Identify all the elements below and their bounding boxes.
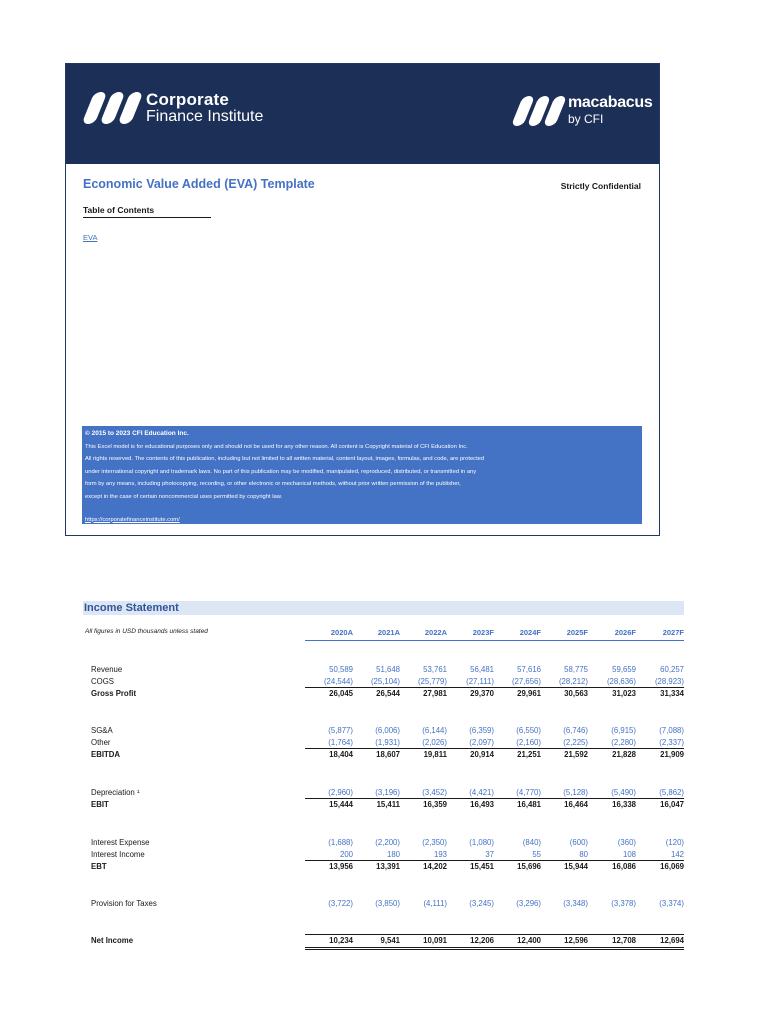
copyright-line: except in the case of certain noncommercial uses permitted by copyright law. (85, 493, 283, 500)
cell-int_inc-2022A: 193 (433, 850, 447, 859)
cell-int_exp-2021A: (2,200) (375, 838, 400, 847)
cell-net-2023F: 12,206 (470, 936, 494, 945)
macabacus-stripes-icon (512, 94, 564, 128)
cell-taxes-2027F: (3,374) (659, 899, 684, 908)
cell-gross-2021A: 26,544 (376, 689, 400, 698)
row-label-ebitda: EBITDA (91, 750, 121, 759)
cell-dep-2024F: (4,770) (516, 788, 541, 797)
cell-cogs-2027F: (28,923) (654, 677, 684, 686)
cell-net-2022A: 10,091 (423, 936, 447, 945)
cell-gross-2020A: 26,045 (329, 689, 353, 698)
cell-sga-2021A: (6,006) (375, 726, 400, 735)
cell-ebitda-2026F: 21,828 (612, 750, 636, 759)
row-label-other: Other (91, 738, 111, 747)
cell-gross-2023F: 29,370 (470, 689, 494, 698)
cell-net-2026F: 12,708 (612, 936, 636, 945)
cell-ebitda-2024F: 21,251 (517, 750, 541, 759)
cell-taxes-2021A: (3,850) (375, 899, 400, 908)
row-label-int_inc: Interest Income (91, 850, 145, 859)
cell-net-2027F: 12,694 (660, 936, 684, 945)
cell-ebit-2021A: 15,411 (376, 800, 400, 809)
copyright-box (82, 426, 642, 524)
row-label-int_exp: Interest Expense (91, 838, 150, 847)
cell-gross-2025F: 30,563 (564, 689, 588, 698)
cell-int_inc-2021A: 180 (386, 850, 400, 859)
cell-ebitda-2025F: 21,592 (564, 750, 588, 759)
cell-int_exp-2023F: (1,080) (469, 838, 494, 847)
year-header-2023F: 2023F (446, 628, 494, 641)
cell-taxes-2020A: (3,722) (328, 899, 353, 908)
cell-int_exp-2025F: (600) (569, 838, 588, 847)
year-header-2025F: 2025F (540, 628, 588, 641)
cell-ebit-2025F: 16,464 (564, 800, 588, 809)
cell-dep-2023F: (4,421) (469, 788, 494, 797)
confidential-label: Strictly Confidential (560, 181, 641, 191)
partner-line2: by CFI (568, 112, 604, 126)
copyright-line: All rights reserved. The contents of this publication, including but not limited to all written material, content layout, images, formulas, and code, are protected (85, 456, 485, 463)
cell-revenue-2026F: 59,659 (612, 665, 636, 674)
cell-revenue-2024F: 57,616 (517, 665, 541, 674)
row-label-ebit: EBIT (91, 800, 109, 809)
copyright-head: © 2015 to 2023 CFI Education Inc. (85, 430, 189, 437)
cell-dep-2027F: (5,862) (659, 788, 684, 797)
cell-ebit-2026F: 16,338 (612, 800, 636, 809)
cell-cogs-2023F: (27,111) (466, 677, 494, 686)
cell-cogs-2022A: (25,779) (417, 677, 447, 686)
cell-cogs-2021A: (25,104) (370, 677, 400, 686)
cell-net-2025F: 12,596 (564, 936, 588, 945)
copyright-line: form by any means, including photocopying, recording, or other electronic or mechanical methods, without prior written permission of the publisher, (85, 481, 461, 488)
cell-ebit-2022A: 16,359 (423, 800, 447, 809)
cell-int_exp-2022A: (2,350) (422, 838, 447, 847)
cell-sga-2027F: (7,088) (659, 726, 684, 735)
cell-other-2020A: (1,764) (328, 738, 353, 747)
cell-taxes-2023F: (3,245) (469, 899, 494, 908)
income-statement-title: Income Statement (83, 601, 684, 615)
year-header-2022A: 2022A (399, 628, 447, 641)
cell-ebitda-2022A: 19,811 (423, 750, 447, 759)
year-header-2024F: 2024F (493, 628, 541, 641)
cfi-stripes-icon (82, 90, 140, 126)
cell-revenue-2023F: 56,481 (470, 665, 494, 674)
cfi-logo (82, 90, 263, 126)
row-label-revenue: Revenue (91, 665, 123, 674)
cell-gross-2024F: 29,961 (517, 689, 541, 698)
subtotal-rule (305, 748, 684, 749)
cell-sga-2023F: (6,359) (469, 726, 494, 735)
cell-ebt-2023F: 15,451 (470, 862, 494, 871)
cell-ebt-2022A: 14,202 (423, 862, 447, 871)
double-rule (305, 949, 684, 950)
document-title: Economic Value Added (EVA) Template (83, 177, 315, 191)
cell-cogs-2026F: (28,636) (606, 677, 636, 686)
cell-sga-2025F: (6,746) (563, 726, 588, 735)
cell-int_inc-2023F: 37 (485, 850, 494, 859)
partner-line1: macabacus (568, 94, 653, 111)
cell-int_exp-2027F: (120) (665, 838, 684, 847)
cell-revenue-2027F: 60,257 (660, 665, 684, 674)
cell-dep-2020A: (2,960) (328, 788, 353, 797)
cell-dep-2026F: (5,490) (611, 788, 636, 797)
header-banner (66, 64, 659, 164)
cell-gross-2027F: 31,334 (660, 689, 684, 698)
cell-net-2024F: 12,400 (517, 936, 541, 945)
cell-ebitda-2027F: 21,909 (660, 750, 684, 759)
cell-sga-2024F: (6,550) (516, 726, 541, 735)
units-note: All figures in USD thousands unless stated (85, 628, 208, 635)
cell-int_inc-2025F: 80 (579, 850, 588, 859)
row-label-cogs: COGS (91, 677, 114, 686)
cell-other-2022A: (2,026) (422, 738, 447, 747)
cell-ebit-2024F: 16,481 (517, 800, 541, 809)
subtotal-rule (305, 934, 684, 935)
cell-cogs-2025F: (28,212) (558, 677, 588, 686)
cell-int_inc-2026F: 108 (622, 850, 636, 859)
brand-line2: Finance Institute (146, 108, 264, 125)
toc-title: Table of Contents (83, 205, 211, 218)
macabacus-logo (512, 94, 652, 128)
cell-ebitda-2021A: 18,607 (376, 750, 400, 759)
cell-int_inc-2024F: 55 (532, 850, 541, 859)
copyright-line: under international copyright and trademark laws. No part of this publication may be modified, manipulated, reproduced, distributed, or transmitted in any (85, 468, 477, 475)
cell-sga-2022A: (6,144) (422, 726, 447, 735)
cell-int_inc-2027F: 142 (670, 850, 684, 859)
cell-other-2024F: (2,160) (516, 738, 541, 747)
year-header-2020A: 2020A (305, 628, 353, 641)
cell-revenue-2020A: 50,589 (329, 665, 353, 674)
cell-cogs-2024F: (27,656) (511, 677, 541, 686)
cell-ebt-2024F: 15,696 (517, 862, 541, 871)
subtotal-rule (305, 798, 684, 799)
row-label-sga: SG&A (91, 726, 113, 735)
cell-ebit-2020A: 15,444 (329, 800, 353, 809)
row-label-dep: Depreciation ¹ (91, 788, 140, 797)
subtotal-rule (305, 860, 684, 861)
cell-taxes-2024F: (3,296) (516, 899, 541, 908)
cell-ebit-2023F: 16,493 (470, 800, 494, 809)
cell-int_exp-2020A: (1,688) (328, 838, 353, 847)
cell-int_exp-2026F: (360) (617, 838, 636, 847)
year-header-2026F: 2026F (588, 628, 636, 641)
subtotal-rule (305, 687, 684, 688)
year-header-2021A: 2021A (352, 628, 400, 641)
cell-ebt-2026F: 16,086 (612, 862, 636, 871)
cell-gross-2022A: 27,981 (423, 689, 447, 698)
cell-dep-2021A: (3,196) (375, 788, 400, 797)
cell-other-2021A: (1,931) (375, 738, 400, 747)
cell-other-2026F: (2,280) (611, 738, 636, 747)
double-rule (305, 947, 684, 948)
cell-ebt-2025F: 15,944 (564, 862, 588, 871)
brand-line1: Corporate (146, 90, 230, 109)
cell-ebitda-2023F: 20,914 (470, 750, 494, 759)
cell-int_exp-2024F: (840) (522, 838, 541, 847)
cell-net-2021A: 9,541 (380, 936, 400, 945)
cell-taxes-2025F: (3,348) (563, 899, 588, 908)
row-label-taxes: Provision for Taxes (91, 899, 157, 908)
cell-gross-2026F: 31,023 (612, 689, 636, 698)
cell-ebt-2027F: 16,069 (660, 862, 684, 871)
copyright-line: This Excel model is for educational purposes only and should not be used for any other reason. All content is Copyright material of CFI Education Inc. (85, 443, 468, 450)
year-header-2027F: 2027F (636, 628, 684, 641)
cell-revenue-2021A: 51,648 (376, 665, 400, 674)
cell-sga-2020A: (5,877) (328, 726, 353, 735)
cover-panel (65, 63, 660, 536)
row-label-ebt: EBT (91, 862, 107, 871)
cell-ebt-2020A: 13,956 (329, 862, 353, 871)
cell-int_inc-2020A: 200 (339, 850, 353, 859)
cell-other-2025F: (2,225) (563, 738, 588, 747)
row-label-net: Net Income (91, 936, 134, 945)
cell-other-2023F: (2,097) (469, 738, 494, 747)
cell-other-2027F: (2,337) (659, 738, 684, 747)
cell-taxes-2026F: (3,378) (611, 899, 636, 908)
website-link[interactable]: https://corporatefinanceinstitute.com/ (85, 516, 180, 523)
cell-ebt-2021A: 13,391 (376, 862, 400, 871)
toc-link-eva[interactable]: EVA (83, 233, 98, 242)
cell-dep-2025F: (5,128) (563, 788, 588, 797)
cell-sga-2026F: (6,915) (611, 726, 636, 735)
cell-taxes-2022A: (4,111) (423, 899, 447, 908)
row-label-gross: Gross Profit (91, 689, 137, 698)
cell-net-2020A: 10,234 (329, 936, 353, 945)
cell-revenue-2022A: 53,761 (423, 665, 447, 674)
cell-ebit-2027F: 16,047 (660, 800, 684, 809)
cell-cogs-2020A: (24,544) (323, 677, 353, 686)
cell-revenue-2025F: 58,775 (564, 665, 588, 674)
cell-ebitda-2020A: 18,404 (329, 750, 353, 759)
cell-dep-2022A: (3,452) (422, 788, 447, 797)
